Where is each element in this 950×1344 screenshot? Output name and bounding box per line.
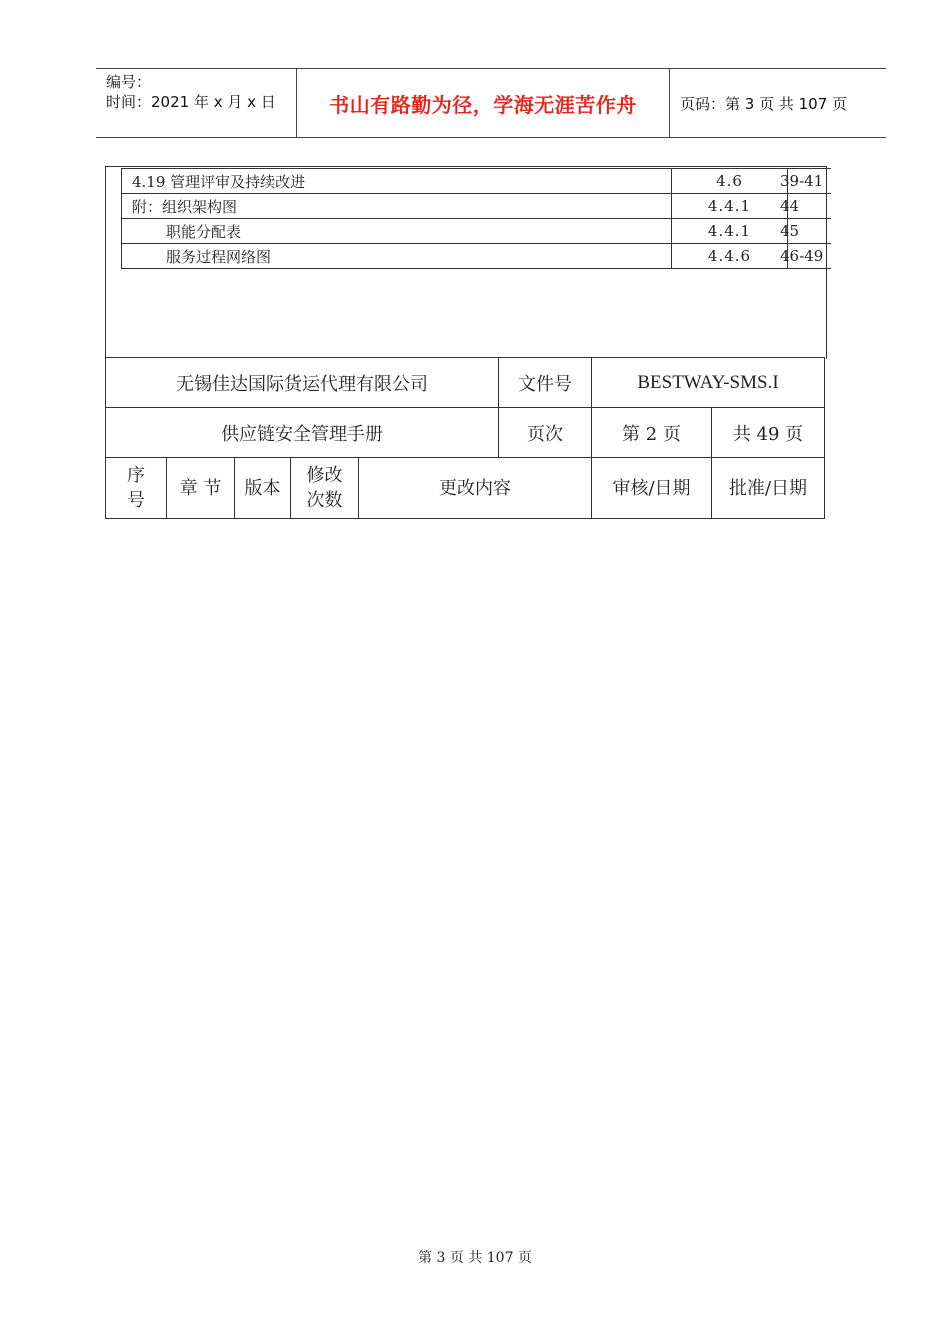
document-control-table bbox=[105, 357, 825, 519]
header-page-cell bbox=[670, 69, 886, 137]
col-version: 版本 bbox=[235, 458, 291, 519]
toc-section: 4.4.6 bbox=[672, 244, 788, 269]
header-page-info: 页码：第 3 页 共 107 页 bbox=[680, 94, 848, 113]
toc-pages bbox=[780, 219, 832, 244]
toc-pages bbox=[780, 194, 832, 219]
toc-row bbox=[122, 169, 832, 194]
page-label: 页次 bbox=[499, 408, 592, 458]
toc-title: 附：组织架构图 bbox=[122, 194, 672, 219]
company-row bbox=[106, 358, 825, 408]
revision-header-row bbox=[106, 458, 825, 519]
toc-pages-text: 45 bbox=[780, 222, 800, 240]
header-motto-cell bbox=[297, 69, 670, 137]
col-content: 更改内容 bbox=[359, 458, 592, 519]
toc-row bbox=[122, 219, 832, 244]
page-footer: 第 3 页 共 107 页 bbox=[418, 1250, 532, 1266]
document-date: 时间：2021 年 x 月 x 日 bbox=[106, 93, 276, 111]
doc-number-label: 文件号 bbox=[499, 358, 592, 408]
toc-table bbox=[121, 168, 831, 269]
toc-pages-text: 39-41 bbox=[780, 172, 824, 190]
doc-number: BESTWAY-SMS.I bbox=[592, 358, 825, 408]
page-header bbox=[96, 68, 886, 138]
header-meta bbox=[96, 69, 297, 137]
col-chapter: 章 节 bbox=[167, 458, 235, 519]
col-seq: 序号 bbox=[106, 458, 167, 519]
toc-title: 4.19 管理评审及持续改进 bbox=[122, 169, 672, 194]
toc-section: 4.4.1 bbox=[672, 219, 788, 244]
toc-title: 服务过程网络图 bbox=[122, 244, 672, 269]
toc-section: 4.4.1 bbox=[672, 194, 788, 219]
toc-pages-text: 46-49 bbox=[780, 247, 824, 265]
motto-text: 书山有路勤为径，学海无涯苦作舟 bbox=[329, 92, 637, 117]
col-review: 审核/日期 bbox=[592, 458, 712, 519]
page-current: 第 2 页 bbox=[592, 408, 712, 458]
toc-pages bbox=[780, 169, 832, 194]
toc-row bbox=[122, 194, 832, 219]
toc-pages bbox=[780, 244, 832, 269]
manual-title: 供应链安全管理手册 bbox=[106, 408, 499, 458]
company-name: 无锡佳达国际货运代理有限公司 bbox=[106, 358, 499, 408]
toc-row bbox=[122, 244, 832, 269]
document-number-label: 编号： bbox=[106, 73, 152, 91]
col-revision: 修改次数 bbox=[291, 458, 359, 519]
toc-section: 4.6 bbox=[672, 169, 788, 194]
page-total: 共 49 页 bbox=[712, 408, 825, 458]
col-approve: 批准/日期 bbox=[712, 458, 825, 519]
toc-title: 职能分配表 bbox=[122, 219, 672, 244]
manual-row bbox=[106, 408, 825, 458]
toc-pages-text: 44 bbox=[780, 197, 800, 215]
